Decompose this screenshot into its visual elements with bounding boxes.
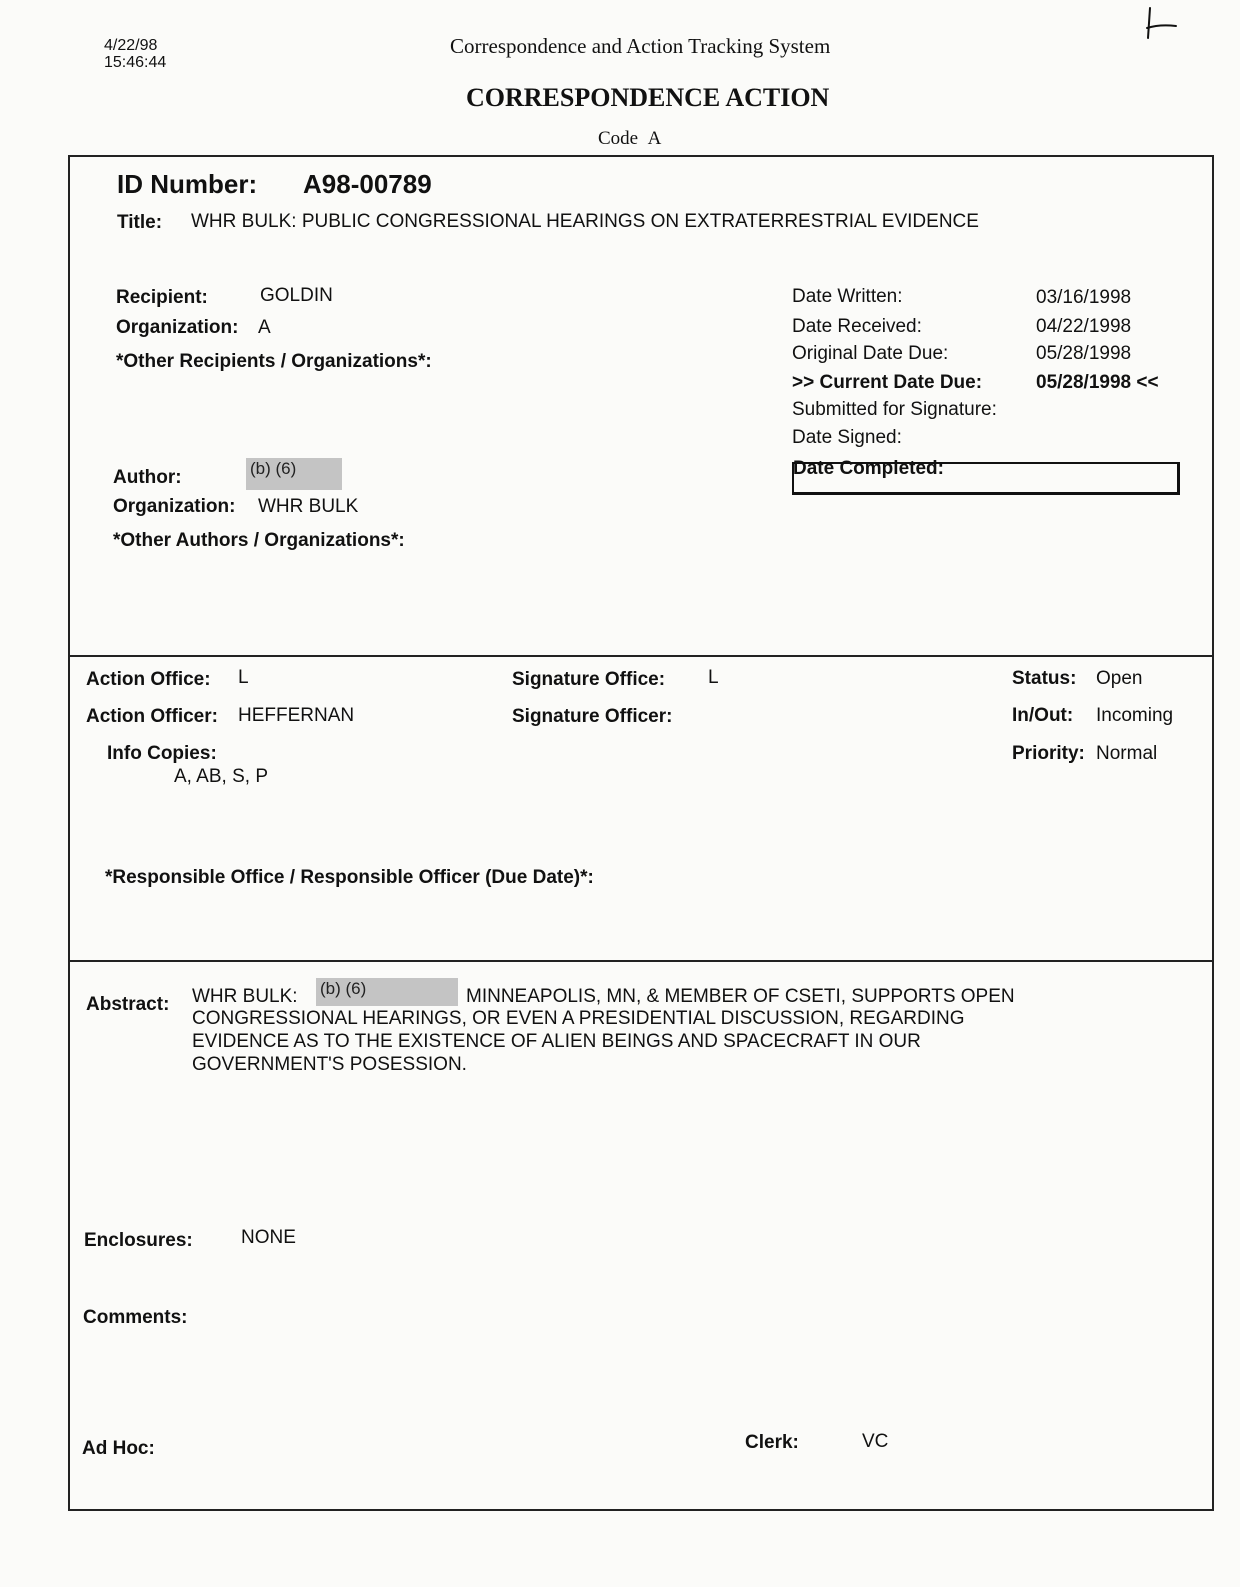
recipient-organization-label: Organization: [116, 317, 239, 338]
abstract-line-2: CONGRESSIONAL HEARINGS, OR EVEN A PRESIDENTIAL DISCUSSION, REGARDING [192, 1008, 965, 1029]
original-date-due-value: 05/28/1998 [1036, 343, 1132, 364]
form-title: CORRESPONDENCE ACTION [466, 83, 830, 112]
action-officer-label: Action Officer: [86, 706, 218, 727]
recipient-organization-value: A [258, 317, 271, 338]
abstract-prefix: WHR BULK: [192, 986, 298, 1007]
abstract-line-4: GOVERNMENT'S POSESSION. [192, 1054, 467, 1075]
signature-officer-label: Signature Officer: [512, 706, 673, 727]
info-copies-value: A, AB, S, P [174, 766, 268, 787]
clerk-value: VC [862, 1431, 889, 1452]
author-organization-value: WHR BULK [258, 496, 359, 517]
date-written-label: Date Written: [792, 286, 903, 307]
author-organization-label: Organization: [113, 496, 236, 517]
comments-label: Comments: [83, 1307, 188, 1328]
abstract-label: Abstract: [86, 994, 170, 1015]
enclosures-value: NONE [241, 1227, 296, 1248]
current-date-due-value: 05/28/1998 << [1036, 372, 1159, 393]
section-divider-1 [70, 655, 1212, 657]
action-officer-value: HEFFERNAN [238, 705, 355, 726]
action-office-value: L [238, 667, 249, 688]
signature-office-value: L [708, 667, 719, 688]
current-date-due-label: >> Current Date Due: [792, 372, 983, 393]
code-label: Code [598, 128, 639, 149]
date-written-value: 03/16/1998 [1036, 287, 1132, 308]
date-received-label: Date Received: [792, 316, 922, 337]
other-authors-label: *Other Authors / Organizations*: [113, 530, 405, 551]
author-redaction: (b) (6) [246, 458, 342, 490]
corner-handwritten-mark [1142, 6, 1182, 42]
id-number-label: ID Number: [117, 169, 258, 199]
other-recipients-label: *Other Recipients / Organizations*: [116, 351, 432, 372]
action-office-label: Action Office: [86, 669, 211, 690]
inout-value: Incoming [1096, 705, 1174, 726]
info-copies-label: Info Copies: [107, 743, 217, 764]
status-label: Status: [1012, 668, 1077, 689]
abstract-line-1: MINNEAPOLIS, MN, & MEMBER OF CSETI, SUPPORTS OPEN [466, 986, 1015, 1007]
date-received-value: 04/22/1998 [1036, 316, 1132, 337]
print-date: 4/22/98 [104, 37, 158, 54]
date-signed-label: Date Signed: [792, 427, 902, 448]
adhoc-label: Ad Hoc: [82, 1438, 155, 1459]
recipient-value: GOLDIN [260, 285, 333, 306]
abstract-redaction: (b) (6) [316, 978, 458, 1006]
title-value: WHR BULK: PUBLIC CONGRESSIONAL HEARINGS ON EXTRATERRESTRIAL EVIDENCE [191, 211, 979, 232]
inout-label: In/Out: [1012, 705, 1074, 726]
author-label: Author: [113, 467, 182, 488]
priority-label: Priority: [1012, 743, 1085, 764]
responsible-office-label: *Responsible Office / Responsible Officer (Due Date)*: [105, 867, 594, 888]
abstract-line-3: EVIDENCE AS TO THE EXISTENCE OF ALIEN BEINGS AND SPACECRAFT IN OUR [192, 1031, 921, 1052]
print-time: 15:46:44 [104, 54, 167, 71]
title-label: Title: [117, 212, 163, 233]
recipient-label: Recipient: [116, 287, 208, 308]
enclosures-label: Enclosures: [84, 1230, 193, 1251]
section-divider-2 [70, 960, 1212, 962]
clerk-label: Clerk: [745, 1432, 799, 1453]
code-value: A [647, 128, 662, 149]
id-number-value: A98-00789 [303, 169, 432, 199]
original-date-due-label: Original Date Due: [792, 343, 949, 364]
status-value: Open [1096, 668, 1143, 689]
system-name: Correspondence and Action Tracking System [450, 34, 831, 58]
signature-office-label: Signature Office: [512, 669, 666, 690]
date-completed-label: Date Completed: [793, 458, 944, 479]
submitted-for-signature-label: Submitted for Signature: [792, 399, 997, 420]
code-line [598, 128, 661, 150]
priority-value: Normal [1096, 743, 1158, 764]
